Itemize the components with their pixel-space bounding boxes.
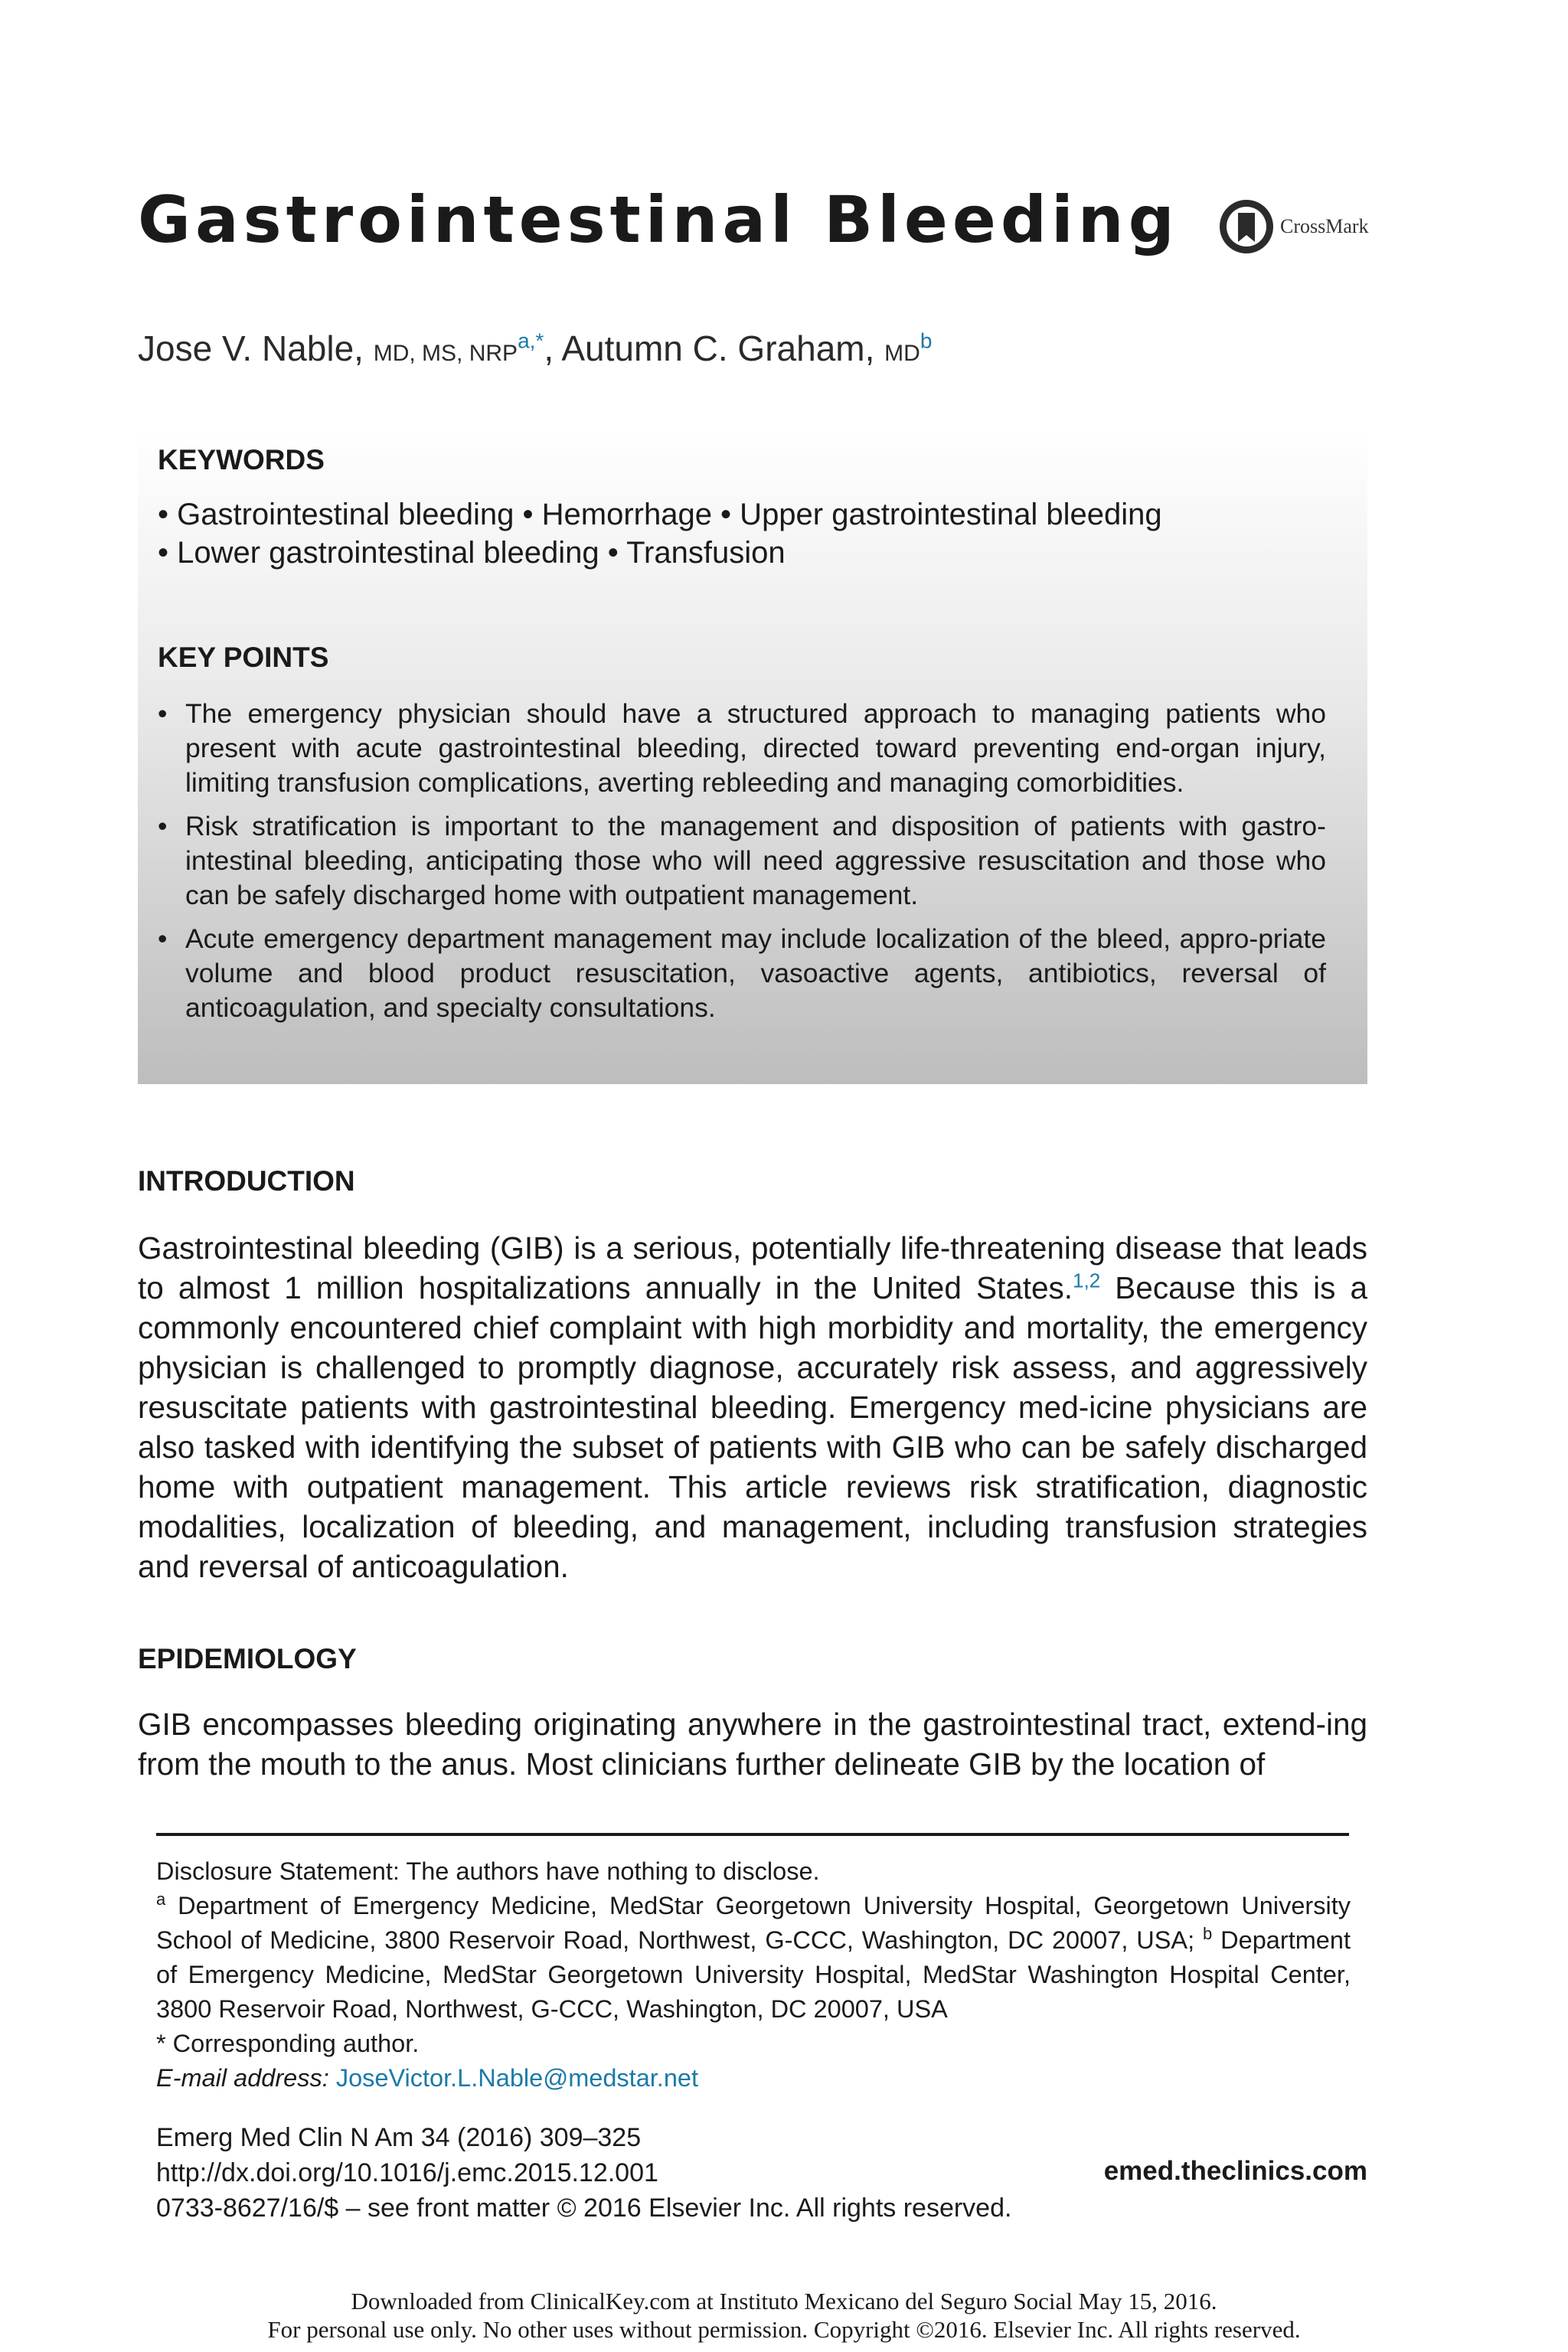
bullet-dot: • (158, 811, 168, 841)
key-point-text: Acute emergency department management may include localization of the bleed, appro-priate volume and blood product resuscitation, vasoactive agents, antibiotics, reversal of anticoagulation, and specialty consultations. (185, 923, 1326, 1023)
download-notice-line-2: For personal use only. No other uses without permission. Copyright ©2016. Elsevier Inc. All rights reserved. (267, 2316, 1301, 2343)
introduction-paragraph (138, 1228, 1367, 1586)
crossmark-badge[interactable] (1217, 198, 1369, 256)
introduction-text-2: Because this is a commonly encountered chief complaint with high morbidity and mortality, the emergency physician is challenged to promptly diagnose, accurately risk assess, and aggressively resuscitate patients with gastrointestinal bleeding. Emergency med-icine physicians are also tasked with identifying the subset of patients with GIB who can be safely discharged home with outpatient management. This article reviews risk stratification, diagnostic modalities, localization of bleeding, and management, including transfusion strategies and reversal of anticoagulation. (138, 1270, 1368, 1584)
keywords-heading: KEYWORDS (158, 444, 325, 475)
affiliation-a-marker: a (156, 1890, 166, 1909)
bullet-dot: • (158, 923, 168, 954)
affiliation-b-marker: b (1203, 1924, 1213, 1944)
journal-citation: Emerg Med Clin N Am 34 (2016) 309–325 (156, 2123, 642, 2152)
author-2-affiliation-marker[interactable]: b (920, 328, 933, 353)
epidemiology-paragraph: GIB encompasses bleeding originating anywhere in the gastrointestinal tract, extend-ing from the mouth to the anus. Most clinicians further delineate GIB by the location of (138, 1707, 1367, 1782)
journal-site[interactable]: emed.theclinics.com (1103, 2156, 1367, 2186)
keywords-line-2: • Lower gastrointestinal bleeding • Transfusion (158, 536, 786, 570)
citation-ref[interactable]: 1,2 (1073, 1269, 1101, 1292)
affiliations (156, 1889, 1351, 2027)
key-point-item (158, 922, 1326, 1025)
key-point-item (158, 697, 1326, 800)
introduction-heading: INTRODUCTION (138, 1165, 355, 1197)
key-points-list (158, 697, 1326, 1034)
email-line (156, 2061, 1351, 2096)
corresponding-author: * Corresponding author. (156, 2030, 420, 2057)
affiliation-b: Department of Emergency Medicine, MedStar Georgetown University Hospital, MedStar Washington Hospital Center, 3800 Reservoir Road, Northwest, G-CCC, Washington, DC 20007, USA (156, 1926, 1351, 2023)
crossmark-label: CrossMark (1280, 215, 1369, 237)
affiliation-a: Department of Emergency Medicine, MedStar Georgetown University Hospital, Georgetown University School of Medicine, 3800 Reservoir Road, Northwest, G-CCC, Washington, DC 20007, USA; (156, 1892, 1351, 1954)
key-point-text: The emergency physician should have a structured approach to managing patients who present with acute gastrointestinal bleeding, directed toward preventing end-organ injury, limiting transfusion complications, averting rebleeding and managing comorbidities. (185, 698, 1326, 798)
email-label: E-mail address: (156, 2064, 336, 2092)
introduction-text-1: Gastrointestinal bleeding (GIB) is a serious, potentially life-threatening disease that leads to almost 1 million hospitalizations annually in the United States. (138, 1230, 1367, 1305)
footnote-divider (156, 1833, 1349, 1836)
keywords-line-1: • Gastrointestinal bleeding • Hemorrhage • Upper gastrointestinal bleeding (158, 498, 1162, 531)
author-2-credentials: MD (884, 341, 920, 366)
author-separator: , (544, 328, 562, 368)
key-points-heading: KEY POINTS (158, 642, 329, 673)
author-line (138, 328, 932, 369)
epidemiology-heading: EPIDEMIOLOGY (138, 1643, 357, 1674)
author-2-name: Autumn C. Graham, (561, 328, 885, 368)
bullet-dot: • (158, 698, 168, 729)
article-title: Gastrointestinal Bleeding (138, 182, 1179, 257)
author-1-name: Jose V. Nable, (138, 328, 374, 368)
author-1-credentials: MD, MS, NRP (373, 341, 518, 366)
disclosure-statement: Disclosure Statement: The authors have nothing to disclose. (156, 1857, 820, 1885)
crossmark-icon (1217, 198, 1276, 256)
key-point-text: Risk stratification is important to the management and disposition of patients with gastro-intestinal bleeding, anticipating those who will need aggressive resuscitation and those who can be safely discharged home with outpatient management. (185, 811, 1326, 910)
key-point-item (158, 809, 1326, 913)
download-notice-line-1: Downloaded from ClinicalKey.com at Instituto Mexicano del Seguro Social May 15, 2016. (351, 2288, 1217, 2314)
email-link[interactable]: JoseVictor.L.Nable@medstar.net (335, 2064, 699, 2092)
footnotes (156, 1854, 1351, 2096)
author-1-affiliation-marker[interactable]: a,* (518, 328, 544, 353)
copyright-line: 0733-8627/16/$ – see front matter © 2016 Elsevier Inc. All rights reserved. (156, 2194, 1012, 2223)
doi-link[interactable]: http://dx.doi.org/10.1016/j.emc.2015.12.001 (156, 2158, 658, 2187)
